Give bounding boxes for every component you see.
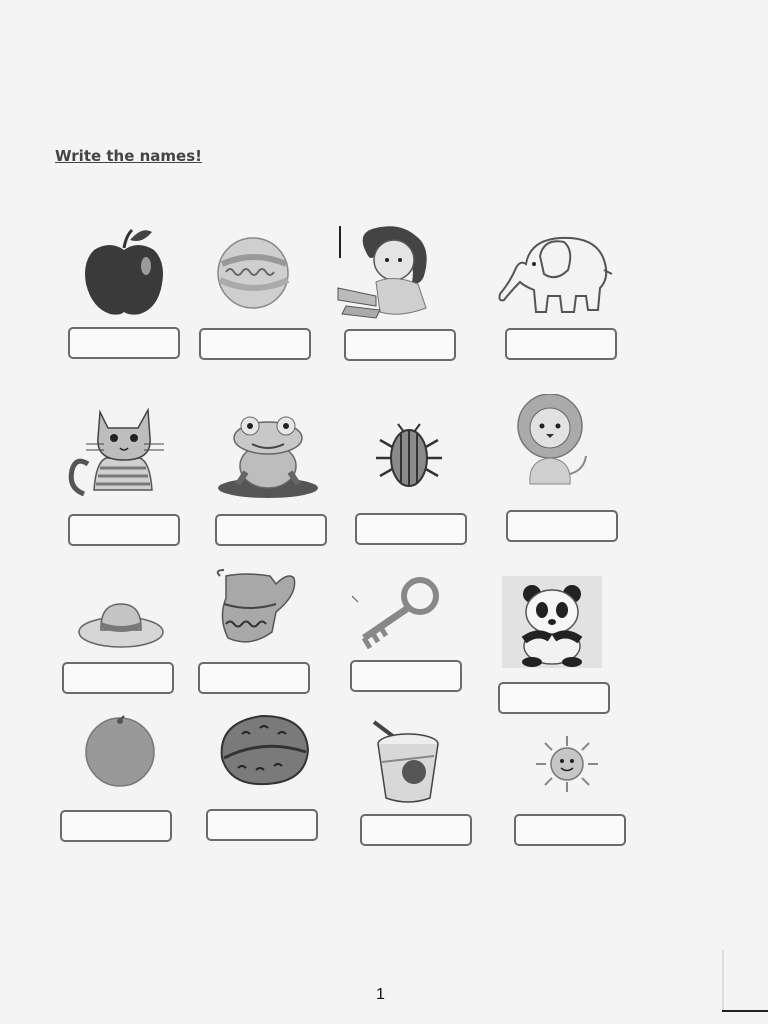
- key-icon: [350, 574, 442, 650]
- answer-box-key[interactable]: [350, 660, 462, 692]
- page-number: 1: [376, 986, 385, 1003]
- scan-edge: [722, 950, 724, 1010]
- worksheet-title: Write the names!: [55, 147, 203, 165]
- bug-icon: [366, 418, 452, 492]
- doll-icon: [336, 222, 452, 322]
- answer-box-apple[interactable]: [68, 327, 180, 359]
- answer-box-yogurt[interactable]: [360, 814, 472, 846]
- answer-box-cat[interactable]: [68, 514, 180, 546]
- scan-edge-line: [722, 1010, 768, 1012]
- answer-box-jug[interactable]: [198, 662, 310, 694]
- answer-box-orange[interactable]: [60, 810, 172, 842]
- frog-icon: [216, 412, 320, 500]
- answer-box-frog[interactable]: [215, 514, 327, 546]
- answer-box-sun[interactable]: [514, 814, 626, 846]
- answer-box-doll[interactable]: [344, 329, 456, 361]
- orange-icon: [80, 714, 160, 788]
- answer-box-lion[interactable]: [506, 510, 618, 542]
- elephant-icon: [496, 230, 616, 316]
- sun-icon: [532, 734, 602, 794]
- answer-box-ball[interactable]: [199, 328, 311, 360]
- answer-box-nut[interactable]: [206, 809, 318, 841]
- nut-icon: [216, 712, 312, 788]
- answer-box-elephant[interactable]: [505, 328, 617, 360]
- answer-box-hat[interactable]: [62, 662, 174, 694]
- hat-icon: [76, 596, 166, 652]
- jug-icon: [216, 568, 300, 648]
- answer-box-panda[interactable]: [498, 682, 610, 714]
- panda-icon: [502, 576, 602, 668]
- ball-icon: [214, 236, 294, 310]
- yogurt-icon: [368, 716, 444, 804]
- apple-icon: [80, 226, 170, 318]
- answer-box-bug[interactable]: [355, 513, 467, 545]
- lion-icon: [512, 394, 590, 486]
- cat-icon: [66, 398, 176, 496]
